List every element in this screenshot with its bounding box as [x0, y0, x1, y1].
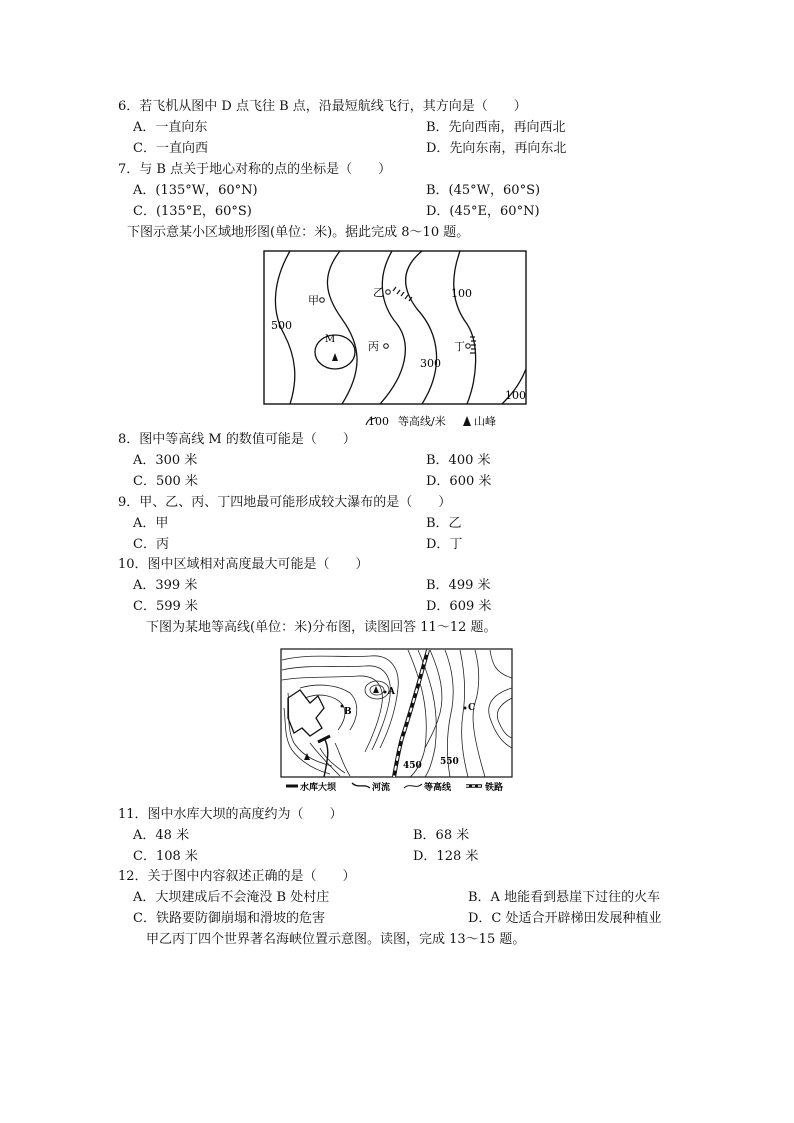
map1-contour-2 [327, 251, 357, 404]
map2-value-550: 550 [440, 757, 459, 767]
map1-value-300: 300 [420, 357, 441, 370]
map2-legend-contour: 等高线 [424, 783, 452, 793]
map2-peak-a-icon [373, 686, 379, 693]
q9-option-a: A．甲 [133, 516, 169, 531]
map2-reservoir [288, 690, 324, 736]
q11-option-d: D．128 米 [413, 849, 479, 864]
question-7-stem: 7．与 B 点关于地心对称的点的坐标是（ ） [118, 162, 392, 177]
q7-option-d: D．(45°E，60°N) [426, 204, 540, 219]
q11-option-a: A．48 米 [133, 828, 190, 843]
map1-label-ding: 丁 [454, 340, 465, 353]
question-9-stem: 9．甲、乙、丙、丁四地最可能形成较大瀑布的是（ ） [118, 495, 452, 510]
q7-option-c: C．(135°E，60°S) [133, 204, 252, 219]
q8-option-b: B．400 米 [426, 453, 491, 468]
q9-option-d: D．丁 [426, 537, 463, 552]
map2-legend-dam: 水库大坝 [300, 783, 337, 793]
map2-value-450: 450 [403, 761, 422, 771]
map1-legend-contour-text: 等高线/米 [398, 415, 446, 428]
map1-point-jia [320, 298, 325, 303]
map2-label-a: A [388, 687, 395, 697]
map1-contour-100 [454, 251, 476, 404]
map2-dam [318, 736, 330, 742]
map1-cliff-yi [393, 287, 412, 301]
q10-option-b: B．499 米 [426, 578, 491, 593]
map1-label-yi: 乙 [373, 286, 384, 299]
q7-option-b: B．(45°W，60°S) [426, 183, 541, 198]
map2-legend-river: 河流 [372, 783, 391, 793]
map1-value-100b: 100 [505, 389, 526, 402]
q8-option-d: D．600 米 [426, 474, 492, 489]
q6-option-b: B．先向西南，再向西北 [426, 120, 566, 135]
map1-label-jia: 甲 [308, 294, 319, 307]
map1-label-bing: 丙 [368, 340, 379, 353]
map2-legend-contour-icon [404, 784, 422, 788]
q12-option-a: A．大坝建成后不会淹没 B 处村庄 [133, 890, 330, 905]
map2-legend-river-icon [352, 783, 370, 788]
map2-legend-railway: 铁路 [485, 783, 504, 793]
q8-option-a: A．300 米 [133, 453, 198, 468]
q6-option-c: C．一直向西 [133, 141, 208, 156]
q8-option-c: C．500 米 [133, 474, 198, 489]
map1-contour-300 [406, 251, 437, 404]
q7-option-a: A．(135°W，60°N) [133, 183, 258, 198]
q10-option-d: D．609 米 [426, 599, 492, 614]
question-12-stem: 12．关于图中内容叙述正确的是（ ） [118, 869, 356, 884]
q10-option-a: A．399 米 [133, 578, 198, 593]
map2-label-b: B [344, 707, 352, 717]
question-8-stem: 8．图中等高线 M 的数值可能是（ ） [118, 432, 356, 447]
q6-option-a: A．一直向东 [133, 120, 208, 135]
q9-option-b: B．乙 [426, 516, 462, 531]
question-6-stem: 6．若飞机从图中 D 点飞往 B 点，沿最短航线飞行，其方向是（ ） [118, 99, 527, 114]
q11-option-c: C．108 米 [133, 849, 198, 864]
map1-peak-icon [332, 353, 338, 361]
q12-option-d: D．C 处适合开辟梯田发展种植业 [468, 911, 662, 926]
map2-point-c [464, 707, 467, 710]
map1-point-bing [384, 344, 389, 349]
map1-point-yi [386, 290, 391, 295]
map1-label-m: M [325, 334, 336, 345]
question-10-stem: 10．图中区域相对高度最大可能是（ ） [118, 557, 369, 572]
map1-value-500: 500 [271, 319, 292, 332]
intro-13-15: 甲乙丙丁四个世界著名海峡位置示意图。读图，完成 13～15 题。 [146, 932, 526, 947]
map1-legend-peak-icon [463, 416, 471, 426]
q12-option-b: B．A 地能看到悬崖下过往的火车 [468, 890, 661, 905]
q11-option-b: B．68 米 [413, 828, 470, 843]
q12-option-c: C．铁路要防御崩塌和滑坡的危害 [133, 911, 325, 926]
map1-point-ding [466, 344, 471, 349]
map1-legend-contour-value: 100 [368, 415, 389, 428]
map2-label-c: C [468, 703, 476, 713]
intro-8-10: 下图示意某小区域地形图(单位：米)。据此完成 8～10 题。 [127, 225, 470, 240]
map1-contour-3 [380, 251, 405, 404]
map1-frame [264, 251, 526, 404]
intro-11-12: 下图为某地等高线(单位：米)分布图，读图回答 11～12 题。 [146, 620, 497, 635]
q9-option-c: C．丙 [133, 537, 169, 552]
topographic-map-2 [280, 648, 514, 794]
topographic-map-1 [262, 249, 530, 434]
map1-legend-peak-text: 山峰 [474, 415, 496, 428]
map1-value-100a: 100 [451, 287, 472, 300]
q10-option-c: C．599 米 [133, 599, 198, 614]
map2-point-a [384, 691, 387, 694]
q6-option-d: D．先向东南，再向东北 [426, 141, 567, 156]
question-11-stem: 11．图中水库大坝的高度约为（ ） [118, 807, 343, 822]
map2-river [324, 738, 328, 777]
